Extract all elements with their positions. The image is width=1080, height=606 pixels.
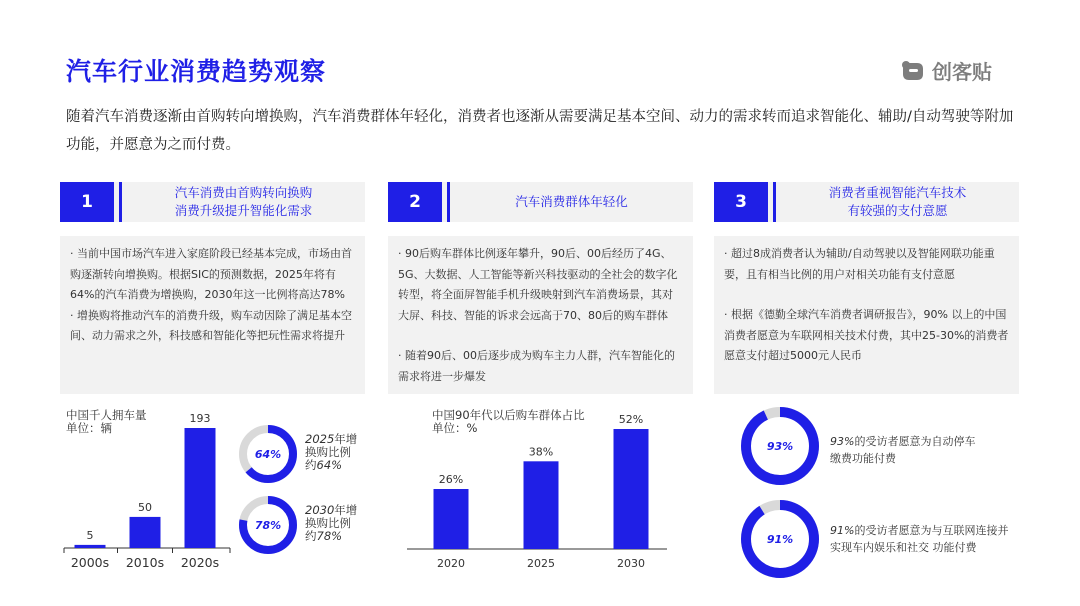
chart-1-bar-2020s xyxy=(185,428,216,548)
chart-2-bar-2025 xyxy=(524,461,559,549)
donut-78-caption-line2: 换购比例 xyxy=(305,516,351,530)
section-3-number: 3 xyxy=(714,182,768,222)
donut-78-caption-value: 78% xyxy=(316,529,343,543)
donut-64-caption xyxy=(305,433,357,472)
section-1-heading: 汽车消费由首购转向换购 消费升级提升智能化需求 xyxy=(174,185,313,218)
brand-name: 创客贴 xyxy=(932,60,992,84)
section-2-heading: 汽车消费群体年轻化 xyxy=(515,194,628,209)
section-3-point-1: · 超过8成消费者认为辅助/自动驾驶以及智能网联功能重要，且有相当比例的用户对相关功能有支付意愿 xyxy=(724,247,995,281)
donut-64 xyxy=(238,424,298,484)
donut-78 xyxy=(238,495,298,555)
chart-1-tick-2020s: 2020s xyxy=(180,555,220,570)
section-1-body xyxy=(60,236,365,394)
chart-2-bar-2030 xyxy=(614,429,649,549)
donut-91-caption xyxy=(830,522,1030,556)
chart-1-value-label-2020s: 193 xyxy=(189,412,211,425)
donut-64-caption-value: 64% xyxy=(316,458,343,472)
chart-1-bar-2000s xyxy=(75,545,106,548)
chart-2-bar-chart xyxy=(405,400,670,580)
donut-64-caption-prefix: 约 xyxy=(305,458,317,472)
donut-78-caption-prefix: 约 xyxy=(305,529,317,543)
donut-78-caption xyxy=(305,504,357,543)
donut-78-caption-line1: 年增 xyxy=(334,503,358,517)
chart-2-tick-2030: 2030 xyxy=(617,557,645,570)
section-2-number: 2 xyxy=(388,182,442,222)
section-1-point-1: · 当前中国市场汽车进入家庭阶段已经基本完成，市场由首购逐渐转向增换购。根据SIC的预测数据，2025年将有 64%的汽车消费为增换购，2030年这一比例将高达78% xyxy=(70,247,352,301)
section-3-heading: 消费者重视智能汽车技术 有较强的支付意愿 xyxy=(828,185,967,218)
chart-1-value-label-2000s: 5 xyxy=(86,528,94,542)
donut-91-center-label: 91% xyxy=(766,532,794,546)
donut-78-center-label: 78% xyxy=(254,518,282,532)
donut-64-center-label: 64% xyxy=(254,447,282,461)
section-3-point-2: · 根据《德勤全球汽车消费者调研报告》，90% 以上的中国消费者愿意为车联网相关技术付费，其中25-30%的消费者愿意支付超过5000元人民币 xyxy=(724,308,1009,362)
brand-logo xyxy=(900,56,992,85)
section-3-body xyxy=(714,236,1019,394)
section-1-header xyxy=(60,182,365,222)
section-2-point-1: · 90后购车群体比例逐年攀升，90后、00后经历了4G、5G、大数据、人工智能等新兴科技驱动的全社会的数字化转型，将全面屏智能手机升级映射到汽车消费场景，其对大屏、科技、智能的诉求会远高于70、80后的购车群体 xyxy=(398,247,678,322)
donut-91 xyxy=(740,499,820,579)
chart-2-value-label-2025: 38% xyxy=(528,445,554,459)
donut-91-caption-pct: 91% xyxy=(830,524,855,537)
donut-93-caption-pct: 93% xyxy=(830,435,855,448)
logo-icon xyxy=(900,60,926,82)
chart-2-tick-2025: 2025 xyxy=(527,557,555,570)
donut-93-caption xyxy=(830,433,1020,467)
section-3-header xyxy=(714,182,1019,222)
donut-93-caption-text: 的受访者愿意为自动停车 缴费功能付费 xyxy=(830,435,976,465)
chart-1-value-label-2010s: 50 xyxy=(138,500,152,514)
section-1-number: 1 xyxy=(60,182,114,222)
chart-2-value-label-2030: 52% xyxy=(618,413,644,426)
section-1-point-2: · 增换购将推动汽车的消费升级，购车动因除了满足基本空间、动力需求之外，科技感和智能化等把玩性需求将提升 xyxy=(70,308,352,342)
section-2-point-2: · 随着90后、00后逐步成为购车主力人群，汽车智能化的需求将进一步爆发 xyxy=(398,349,675,383)
donut-64-caption-line2: 换购比例 xyxy=(305,445,351,459)
chart-2-value-label-2020: 26% xyxy=(438,473,464,486)
donut-64-caption-line1: 年增 xyxy=(334,432,358,446)
chart-1-title: 中国千人拥车量 单位：辆 xyxy=(66,408,147,435)
chart-1-tick-2000s: 2000s xyxy=(70,555,110,570)
chart-2-bar-2020 xyxy=(434,489,469,549)
donut-93 xyxy=(740,406,820,486)
section-2-body xyxy=(388,236,693,394)
donut-91-caption-text: 的受访者愿意为与互联网连接并 实现车内娱乐和社交 功能付费 xyxy=(830,524,1009,554)
donut-78-caption-year: 2030 xyxy=(305,503,335,517)
intro-paragraph: 随着汽车消费逐渐由首购转向增换购，汽车消费群体年轻化，消费者也逐渐从需要满足基本空间、动力的需求转而追求智能化、辅助/自动驾驶等附加功能，并愿意为之而付费。 xyxy=(66,109,1014,153)
chart-1-bar-2010s xyxy=(130,517,161,548)
chart-2-tick-2020: 2020 xyxy=(437,557,465,570)
section-2-header xyxy=(388,182,693,222)
chart-2-title: 中国90年代以后购车群体占比 单位：% xyxy=(432,408,585,435)
chart-1-tick-2010s: 2010s xyxy=(125,555,165,570)
donut-93-center-label: 93% xyxy=(766,439,794,453)
page-title: 汽车行业消费趋势观察 xyxy=(66,57,327,86)
donut-64-caption-year: 2025 xyxy=(305,432,335,446)
chart-1-bar-chart xyxy=(60,400,236,580)
